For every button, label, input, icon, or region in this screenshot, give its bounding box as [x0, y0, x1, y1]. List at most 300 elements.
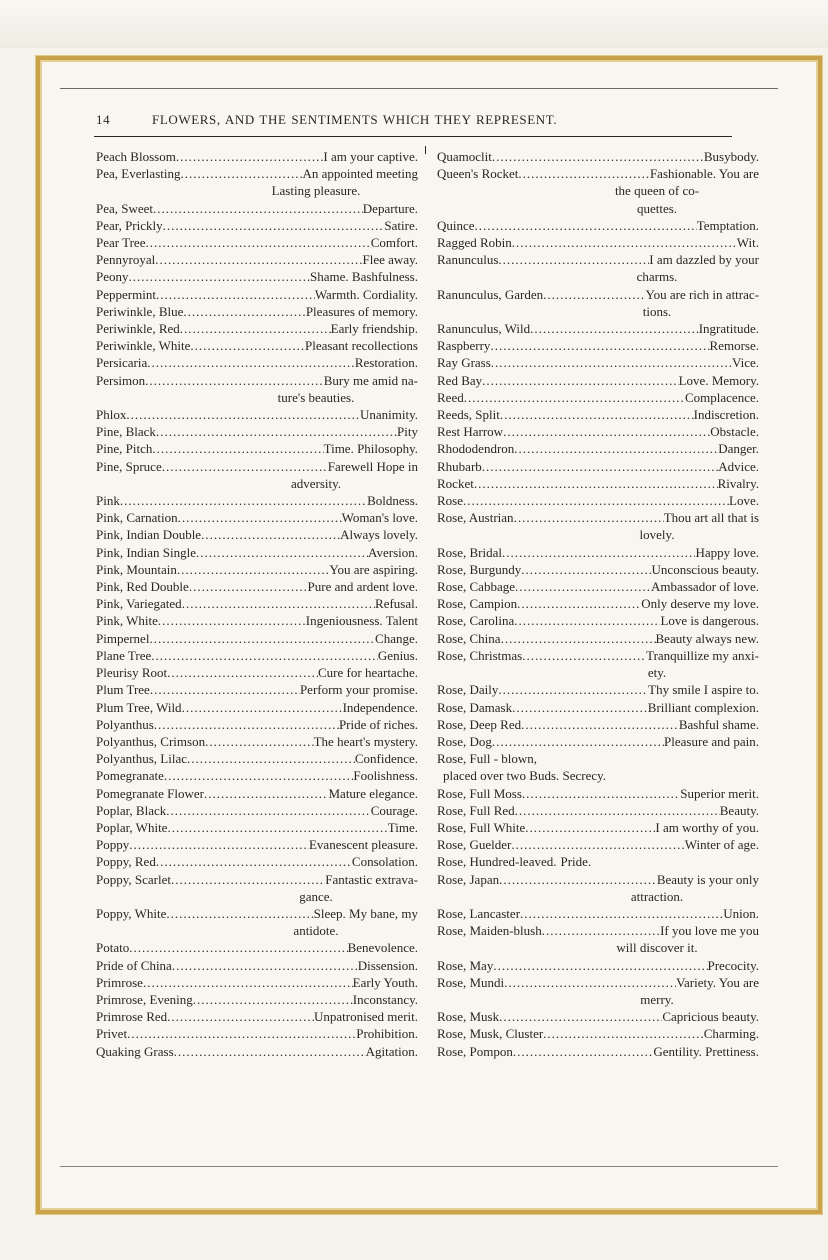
dot-leader	[156, 286, 315, 303]
dot-leader	[482, 372, 678, 389]
dot-leader	[464, 389, 685, 406]
flower-name: Poplar, Black	[96, 802, 167, 818]
dot-leader	[491, 354, 732, 371]
entry-line	[96, 354, 418, 371]
sentiment: You are rich in attrac-	[645, 286, 759, 302]
sentiment: Mature elegance.	[328, 785, 418, 801]
sentiment-continuation: Lasting pleasure.	[271, 183, 361, 199]
sentiment: Always lovely.	[340, 527, 418, 543]
entry-line	[96, 165, 418, 182]
dot-leader	[176, 148, 324, 165]
sentiment-continuation: gance.	[299, 888, 333, 904]
entry-line	[96, 1008, 418, 1025]
flower-name: Rose, Full White	[437, 819, 526, 835]
entry-line	[437, 595, 759, 612]
dot-leader	[500, 406, 694, 423]
flower-name: Peach Blossom	[96, 149, 176, 164]
flower-name: Peony	[96, 269, 129, 285]
sentiment-continuation: lovely.	[639, 527, 675, 543]
flower-name: Polyanthus, Lilac	[96, 751, 187, 767]
dictionary-entry	[96, 320, 418, 337]
dictionary-entry	[96, 303, 418, 320]
dictionary-entry	[437, 699, 759, 716]
flower-name: Rose, Mundi	[437, 974, 505, 990]
sentiment: Comfort.	[370, 235, 418, 251]
entry-line	[96, 991, 418, 1008]
flower-name: Polyanthus, Crimson	[96, 733, 206, 749]
dot-leader	[166, 905, 313, 922]
dictionary-entry	[437, 234, 759, 251]
dictionary-entry	[96, 200, 418, 217]
dot-leader	[152, 440, 323, 457]
flower-name: Periwinkle, White	[96, 338, 191, 354]
dot-leader	[120, 492, 367, 509]
entry-line	[96, 819, 418, 836]
sentiment: Tranquillize my anxi-	[646, 647, 759, 663]
flower-name: Rose, Full - blown,	[437, 751, 538, 767]
dot-leader	[515, 802, 720, 819]
entry-line	[437, 354, 759, 371]
dictionary-entry	[96, 905, 418, 939]
dictionary-entry	[437, 630, 759, 647]
flower-name: Pine, Pitch	[96, 441, 153, 457]
sentiment: Obstacle.	[710, 424, 759, 440]
dictionary-entry	[96, 423, 418, 440]
flower-name: Rest Harrow	[437, 424, 504, 440]
dictionary-entry	[437, 458, 759, 475]
dictionary-entry	[96, 354, 418, 371]
entry-line	[437, 372, 759, 389]
flower-name: Pink, Red Double	[96, 579, 189, 595]
flower-name: Rose, Damask	[437, 699, 513, 715]
dot-leader	[171, 871, 325, 888]
dictionary-entry	[96, 612, 418, 629]
sentiment: Thou art all that is	[663, 510, 759, 526]
dictionary-entry	[96, 337, 418, 354]
entry-line	[437, 699, 759, 716]
dictionary-entry	[96, 853, 418, 870]
flower-name: Persimon	[96, 372, 146, 388]
sentiment: Precocity.	[707, 957, 759, 973]
flower-name: Rose	[437, 493, 463, 509]
entry-line	[96, 268, 418, 285]
sentiment-continuation: merry.	[640, 991, 674, 1007]
sentiment: Gentility. Prettiness.	[653, 1043, 759, 1059]
dictionary-entry	[437, 320, 759, 337]
dot-leader	[162, 458, 328, 475]
dot-leader	[182, 699, 343, 716]
flower-name: Polyanthus	[96, 716, 154, 732]
dictionary-entry	[437, 337, 759, 354]
entry-line	[437, 251, 759, 268]
dot-leader	[521, 716, 679, 733]
dot-leader	[511, 836, 684, 853]
dot-leader	[493, 957, 707, 974]
flower-name: Ray Grass	[437, 355, 491, 371]
flower-name: Rocket	[437, 475, 474, 491]
dot-leader	[515, 578, 651, 595]
flower-name: Ranunculus	[437, 252, 499, 268]
entry-line	[96, 664, 418, 681]
flower-name: Poppy, Red	[96, 854, 156, 870]
flower-name: Periwinkle, Red	[96, 321, 180, 337]
entry-line	[96, 595, 418, 612]
flower-name: Ranunculus, Garden	[437, 286, 544, 302]
entry-line	[96, 647, 418, 664]
dot-leader	[155, 251, 362, 268]
dot-leader	[492, 148, 704, 165]
sentiment: Thy smile I aspire to.	[648, 682, 759, 698]
dictionary-entry	[437, 509, 759, 543]
dot-leader	[156, 853, 352, 870]
dictionary-entry	[96, 165, 418, 199]
dictionary-entry	[96, 991, 418, 1008]
inner-top-rule	[60, 88, 778, 89]
entry-line	[96, 320, 418, 337]
entry-line	[437, 905, 759, 922]
flower-name: Potato	[96, 940, 130, 956]
sentiment: Consolation.	[351, 854, 418, 870]
sentiment: Charming.	[703, 1026, 759, 1042]
sentiment: You are aspiring.	[329, 561, 418, 577]
sentiment: Complacence.	[685, 389, 759, 405]
sentiment: Boldness.	[367, 493, 418, 509]
dot-leader	[490, 337, 709, 354]
sentiment: If you love me you	[660, 923, 759, 939]
dictionary-entry	[96, 664, 418, 681]
dictionary-entry	[437, 1025, 759, 1042]
entry-line	[96, 372, 418, 389]
sentiment: Only deserve my love.	[641, 596, 759, 612]
dictionary-entry	[96, 492, 418, 509]
entry-line	[437, 733, 759, 750]
dot-leader	[498, 251, 649, 268]
dot-leader	[502, 544, 695, 561]
entry-line	[96, 905, 418, 922]
dictionary-entry	[437, 819, 759, 836]
sentiment: Woman's love.	[341, 510, 418, 526]
dictionary-entry	[96, 372, 418, 406]
dictionary-entry	[96, 699, 418, 716]
dictionary-entry	[437, 802, 759, 819]
dot-leader	[482, 458, 718, 475]
dictionary-entry	[437, 251, 759, 285]
left-column	[96, 148, 418, 1060]
dot-leader	[167, 1008, 314, 1025]
dot-leader	[126, 406, 360, 423]
sentiment: Ingeniousness. Talent	[305, 613, 418, 629]
sentiment: Fantastic extrava-	[325, 871, 418, 887]
entry-line	[437, 681, 759, 698]
entry-line	[437, 836, 759, 853]
dot-leader	[204, 785, 329, 802]
flower-name: Periwinkle, Blue	[96, 303, 184, 319]
sentiment-continuation: ety.	[647, 665, 667, 681]
dictionary-entry	[437, 733, 759, 750]
page-title: FLOWERS, AND THE SENTIMENTS WHICH THEY REPRESENT.	[152, 112, 558, 127]
dictionary-entry	[96, 802, 418, 819]
dictionary-entry	[437, 750, 759, 784]
dot-leader	[543, 1025, 704, 1042]
flower-name: Rose, Lancaster	[437, 905, 521, 921]
dot-leader	[514, 440, 718, 457]
sentiment: Pity	[397, 424, 418, 440]
entry-line	[437, 165, 759, 182]
sentiment: The heart's mystery.	[313, 733, 418, 749]
sentiment: Pure and ardent love.	[307, 579, 418, 595]
dictionary-entry	[96, 509, 418, 526]
sentiment: Love. Memory.	[678, 372, 759, 388]
dot-leader	[182, 595, 375, 612]
entry-line	[96, 939, 418, 956]
dictionary-entry	[96, 716, 418, 733]
entry-line	[96, 492, 418, 509]
entry-line	[437, 974, 759, 991]
sentiment: Union.	[723, 905, 759, 921]
sentiment: Benevolence.	[347, 940, 418, 956]
dot-leader	[463, 492, 729, 509]
dot-leader	[514, 509, 664, 526]
dot-leader	[189, 578, 308, 595]
flower-name: Pimpernel	[96, 630, 150, 646]
sentiment: Confidence.	[354, 751, 418, 767]
entry-line	[96, 699, 418, 716]
flower-name: Poppy, Scarlet	[96, 871, 171, 887]
dictionary-entry	[437, 681, 759, 698]
sentiment: Pride of riches.	[338, 716, 418, 732]
dictionary-entry	[437, 595, 759, 612]
dictionary-entry	[437, 974, 759, 1008]
dot-leader	[187, 750, 355, 767]
dot-leader	[492, 733, 664, 750]
sentiment: Change.	[375, 630, 418, 646]
sentiment: Capricious beauty.	[662, 1009, 759, 1025]
sentiment: Indiscretion.	[693, 407, 759, 423]
dot-leader	[518, 165, 650, 182]
sentiment: Genius.	[377, 647, 418, 663]
entry-line	[437, 1025, 759, 1042]
dot-leader	[521, 561, 651, 578]
dictionary-entry	[437, 475, 759, 492]
dictionary-entry	[96, 544, 418, 561]
entry-line	[96, 1025, 418, 1042]
dot-leader	[129, 939, 347, 956]
flower-name: Rose, Guelder	[437, 837, 512, 853]
flower-name: Poplar, White	[96, 819, 168, 835]
flower-name: Rose, Pompon	[437, 1043, 513, 1059]
dictionary-entry	[437, 647, 759, 681]
entry-line	[96, 733, 418, 750]
flower-name: Plum Tree	[96, 682, 150, 698]
sentiment-continuation: the queen of co-	[614, 183, 700, 199]
dictionary-entry	[96, 595, 418, 612]
sentiment: Wit.	[736, 235, 759, 251]
dot-leader	[158, 612, 306, 629]
dot-leader	[520, 905, 723, 922]
sentiment: Ingratitude.	[698, 321, 759, 337]
sentiment: Warmth. Cordiality.	[314, 286, 418, 302]
dot-leader	[167, 664, 318, 681]
dictionary-entry	[437, 217, 759, 234]
sentiment: Rivalry.	[717, 475, 759, 491]
dictionary-entry	[96, 1008, 418, 1025]
sentiment: Danger.	[718, 441, 759, 457]
flower-name: Rose, Austrian	[437, 510, 514, 526]
entry-line	[437, 612, 759, 629]
dot-leader	[513, 1043, 653, 1060]
flower-name: Queen's Rocket	[437, 166, 519, 182]
sentiment: Dissension.	[357, 957, 418, 973]
flower-name: Phlox	[96, 407, 127, 423]
entry-line	[96, 200, 418, 217]
flower-name: Pomegranate	[96, 768, 164, 784]
dictionary-entry	[96, 733, 418, 750]
entry-line	[96, 526, 418, 543]
sentiment: Vice.	[731, 355, 759, 371]
sentiment: Brilliant complexion.	[647, 699, 759, 715]
entry-line	[96, 458, 418, 475]
entry-line	[437, 716, 759, 733]
flower-name: Rose, May	[437, 957, 494, 973]
dictionary-entry	[96, 750, 418, 767]
entry-line	[96, 234, 418, 251]
flower-name: Privet	[96, 1026, 128, 1042]
sentiment: Busybody.	[703, 149, 759, 164]
dot-leader	[166, 802, 370, 819]
dictionary-entry	[96, 406, 418, 423]
dictionary-entry	[96, 268, 418, 285]
dot-leader	[530, 320, 699, 337]
dot-leader	[205, 733, 314, 750]
sentiment: Variety. You are	[676, 974, 759, 990]
dot-leader	[512, 234, 737, 251]
dot-leader	[164, 767, 353, 784]
flower-name: Pine, Spruce	[96, 458, 162, 474]
entry-line	[437, 492, 759, 509]
flower-name: Quaking Grass	[96, 1043, 174, 1059]
flower-name: Rose, China	[437, 630, 501, 646]
entry-line	[437, 544, 759, 561]
dot-leader	[542, 922, 660, 939]
flower-name: Rose, Full Red	[437, 802, 515, 818]
dictionary-entry	[437, 905, 759, 922]
sentiment-continuation: attraction.	[630, 888, 684, 904]
dot-leader	[180, 165, 302, 182]
dot-leader	[183, 303, 305, 320]
sentiment-continuation: charms.	[636, 269, 678, 285]
flower-name: Pea, Sweet	[96, 200, 154, 216]
flower-name: Plane Tree	[96, 647, 152, 663]
entry-line	[437, 217, 759, 234]
dictionary-entry	[96, 148, 418, 165]
entry-line	[96, 423, 418, 440]
entry-line	[96, 853, 418, 870]
sentiment: Satire.	[384, 217, 418, 233]
dot-leader	[129, 268, 311, 285]
entry-line	[96, 767, 418, 784]
entry-line	[437, 148, 759, 165]
dictionary-entry	[437, 716, 759, 733]
sentiment: Superior merit.	[680, 785, 759, 801]
dictionary-entry	[96, 957, 418, 974]
flower-name: Pear Tree	[96, 235, 146, 251]
sentiment: Bury me amid na-	[323, 372, 418, 388]
dot-leader	[147, 354, 355, 371]
entry-line	[437, 286, 759, 303]
flower-name: Rose, Bridal	[437, 544, 502, 560]
dot-leader	[475, 217, 697, 234]
flower-name: Ragged Robin	[437, 235, 512, 251]
dot-leader	[501, 630, 656, 647]
entry-line	[437, 1043, 759, 1060]
entry-line	[96, 544, 418, 561]
sentiment: Beauty is your only	[656, 871, 759, 887]
dictionary-entry	[96, 939, 418, 956]
dot-leader	[196, 544, 368, 561]
dot-leader	[145, 234, 370, 251]
entry-line	[96, 561, 418, 578]
sentiment: Aversion.	[368, 544, 418, 560]
sentiment: Temptation.	[696, 217, 759, 233]
sentiment: Evanescent pleasure.	[308, 837, 418, 853]
entry-line	[437, 647, 759, 664]
sentiment: Independence.	[342, 699, 418, 715]
entry-line	[437, 819, 759, 836]
dot-leader	[193, 991, 353, 1008]
flower-name: Peppermint	[96, 286, 156, 302]
dictionary-entry	[437, 853, 759, 870]
page-number: 14	[96, 112, 111, 127]
dot-leader	[474, 475, 718, 492]
entry-line	[96, 509, 418, 526]
dictionary-entry	[437, 871, 759, 905]
sentiment: Time. Philosophy.	[323, 441, 418, 457]
entry-line	[96, 1043, 418, 1060]
entry-line	[437, 458, 759, 475]
dot-leader	[153, 200, 363, 217]
sentiment: Fashionable. You are	[649, 166, 759, 182]
entry-line	[96, 337, 418, 354]
dictionary-entry	[96, 251, 418, 268]
dictionary-entry	[437, 836, 759, 853]
dot-leader	[145, 372, 324, 389]
flower-name: Rhubarb	[437, 458, 482, 474]
dictionary-entry	[437, 372, 759, 389]
sentiment: Restoration.	[354, 355, 418, 371]
dictionary-entry	[96, 681, 418, 698]
sentiment: Inconstancy.	[352, 991, 418, 1007]
sentiment-continuation: tions.	[642, 303, 672, 319]
flower-name: Pink, Indian Single	[96, 544, 197, 560]
dictionary-entry	[96, 974, 418, 991]
sentiment: Happy love.	[695, 544, 759, 560]
sentiment: I am worthy of you.	[655, 819, 759, 835]
entry-line	[437, 802, 759, 819]
dictionary-entry	[96, 630, 418, 647]
entry-line	[437, 853, 759, 870]
dot-leader	[512, 699, 648, 716]
dictionary-entry	[96, 871, 418, 905]
flower-name: Rhododendron	[437, 441, 515, 457]
flower-name: Rose, Japan	[437, 871, 500, 887]
flower-name: Rose, Hundred-leaved.	[437, 854, 557, 870]
flower-name: Rose, Campion	[437, 596, 518, 612]
sentiment: Foolishness.	[353, 768, 418, 784]
flower-name: Pear, Prickly	[96, 217, 163, 233]
flower-name: Pine, Black	[96, 424, 156, 440]
sentiment: Pleasures of memory.	[305, 303, 418, 319]
flower-name: Raspberry	[437, 338, 491, 354]
